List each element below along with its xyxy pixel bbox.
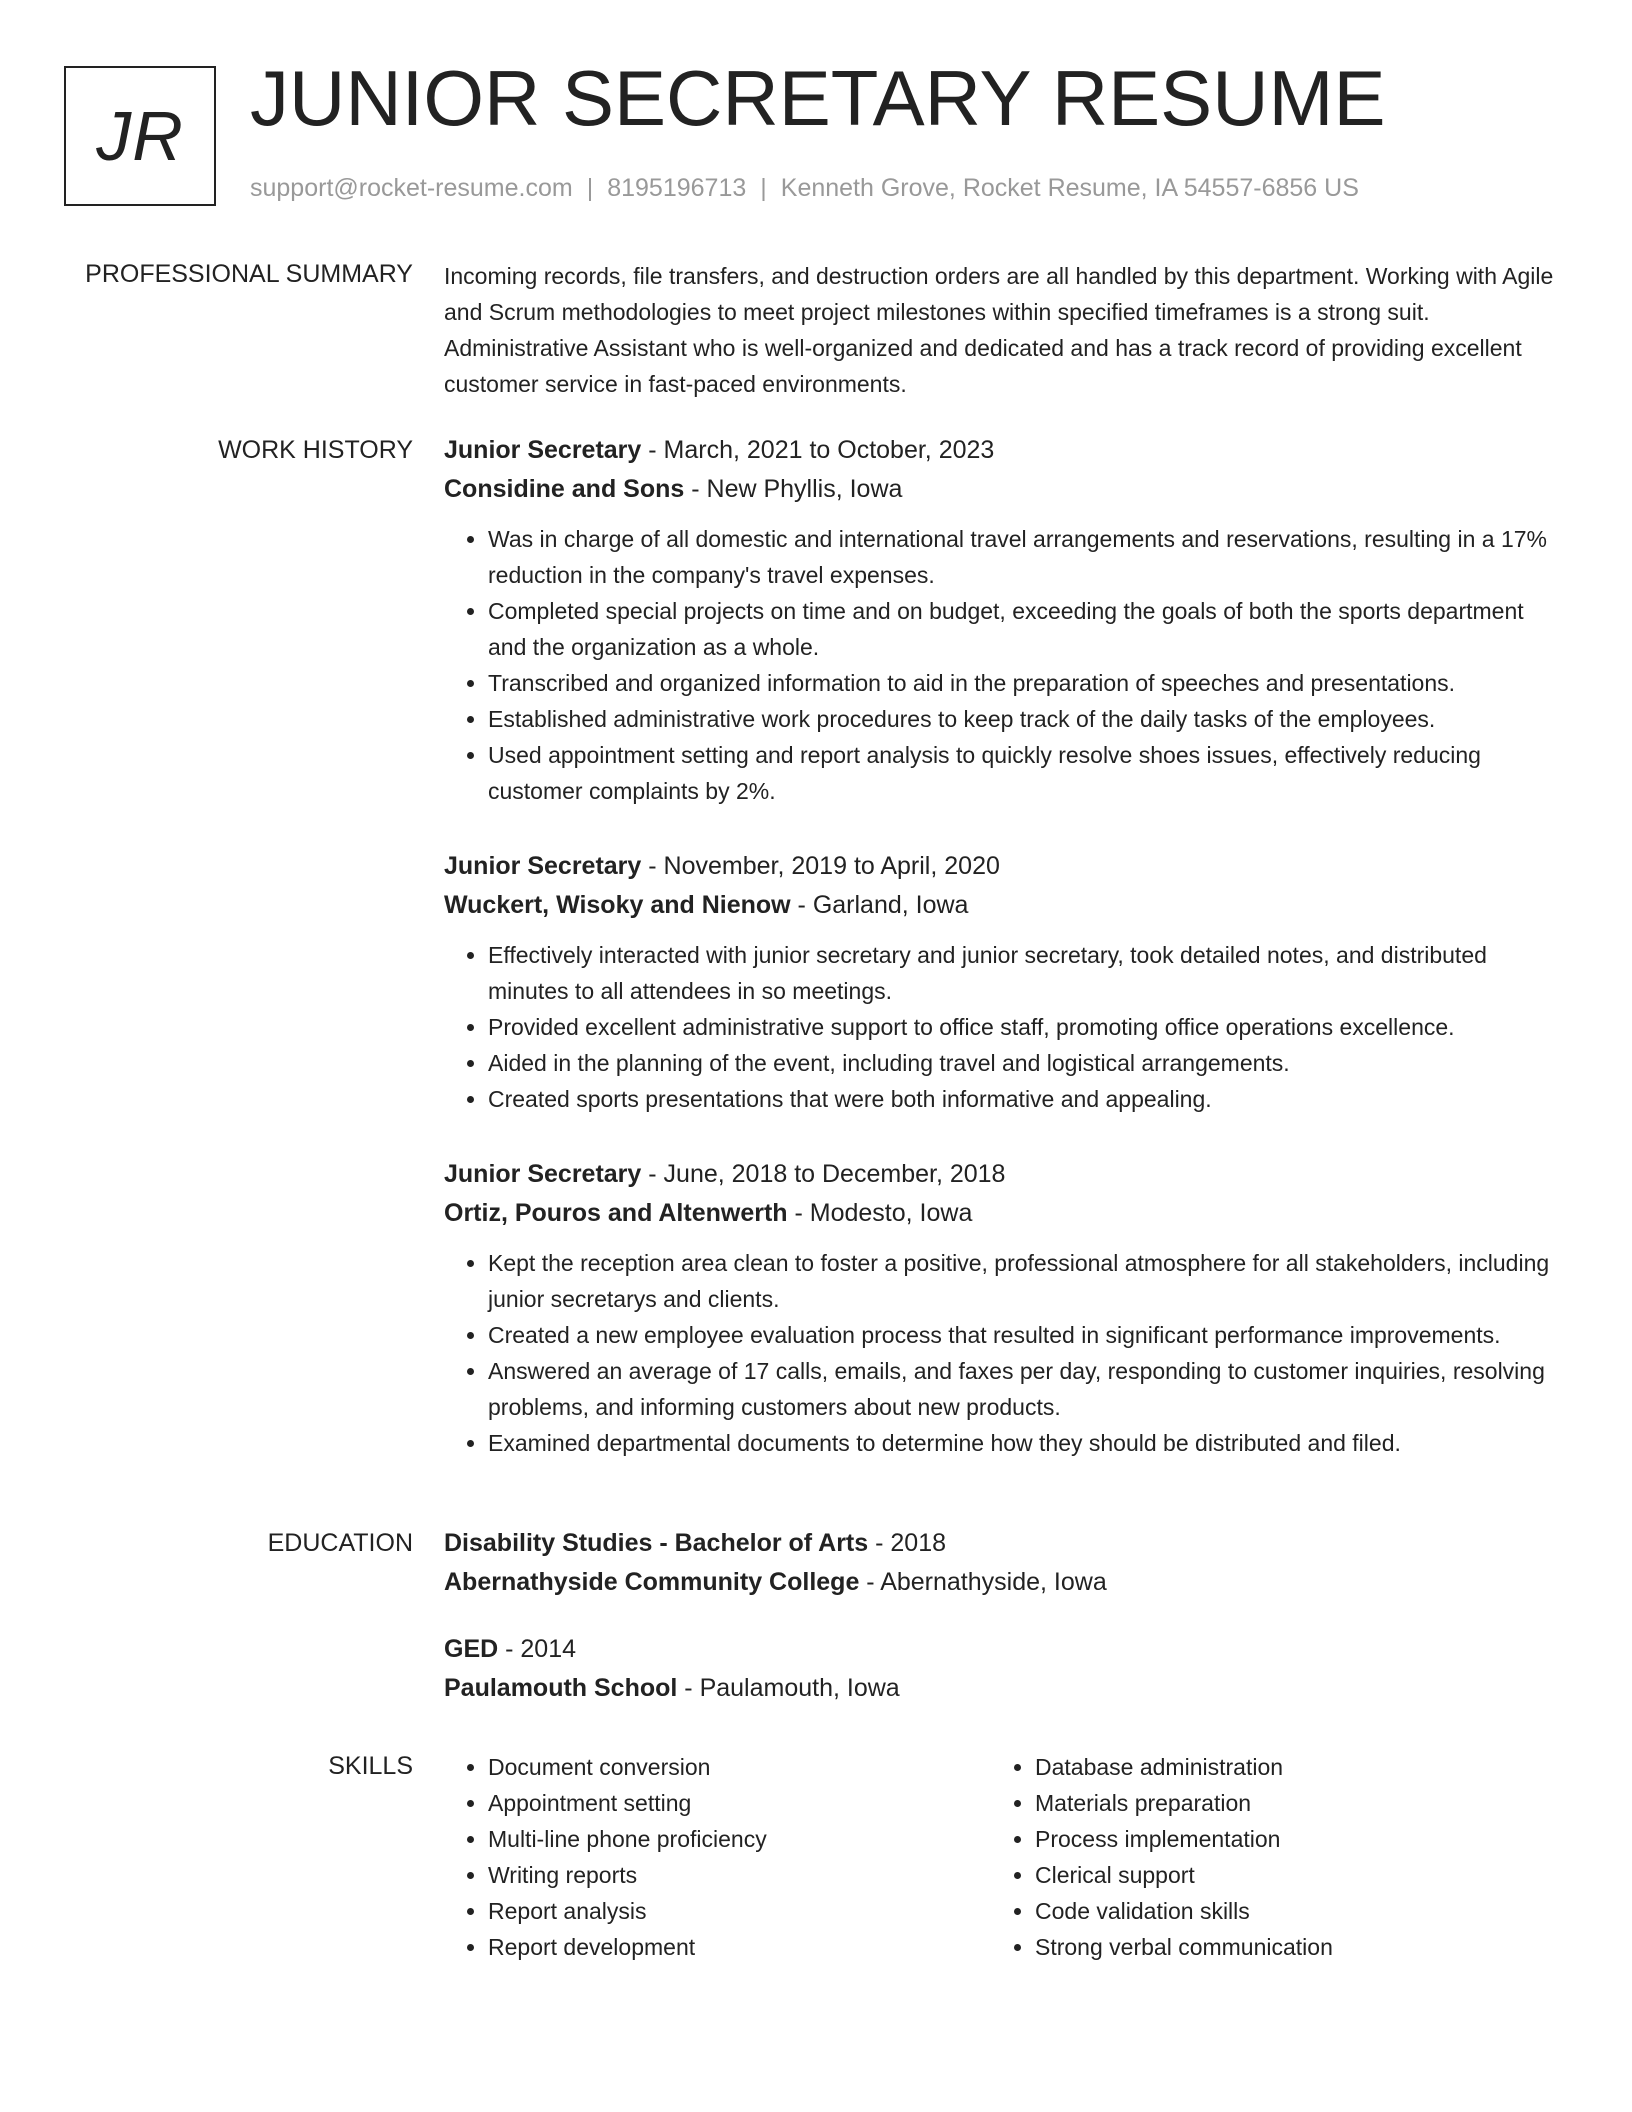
job-bullet: • Examined departmental documents to determine how they should be distributed and filed. [488,1425,1554,1461]
job-entry [444,1155,1554,1461]
job-bullet: • Answered an average of 17 calls, emails, and faxes per day, responding to customer inquiries, resolving problems, and informing customers about new products. [488,1353,1554,1425]
resume-title: JUNIOR SECRETARY RESUME [250,54,1386,142]
skill-item: • Multi-line phone proficiency [488,1821,991,1857]
education-year: - 2018 [868,1529,947,1557]
skill-item: • Appointment setting [488,1785,991,1821]
skills-columns [444,1749,1554,1965]
job-title: Junior Secretary [444,1160,642,1188]
job-title: Junior Secretary [444,852,642,880]
contact-email[interactable]: support@rocket-resume.com [250,174,573,202]
skill-item: • Clerical support [1035,1857,1538,1893]
summary-section [444,258,1554,402]
skill-item: • Writing reports [488,1857,991,1893]
skills-heading: SKILLS [328,1752,413,1780]
job-bullet: • Was in charge of all domestic and international travel arrangements and reservations, resulting in a 17% reduction in the company's travel expenses. [488,521,1554,593]
job-bullet: • Used appointment setting and report analysis to quickly resolve shoes issues, effectively reducing customer complaints by 2%. [488,737,1554,809]
job-title-line [444,431,1554,470]
education-heading: EDUCATION [267,1529,413,1557]
job-location: - New Phyllis, Iowa [684,475,903,503]
contact-phone[interactable]: 8195196713 [607,174,747,202]
education-location: - Abernathyside, Iowa [859,1568,1107,1596]
job-title-line [444,1155,1554,1194]
education-section [444,1524,1554,1736]
education-school: Paulamouth School [444,1674,678,1702]
education-degree: GED [444,1635,499,1663]
skill-item: • Report analysis [488,1893,991,1929]
job-company: Considine and Sons [444,475,685,503]
education-school-line [444,1669,1554,1708]
skill-item: • Database administration [1035,1749,1538,1785]
job-entry [444,847,1554,1117]
education-school: Abernathyside Community College [444,1568,860,1596]
job-bullet: • Provided excellent administrative support to office staff, promoting office operations excellence. [488,1009,1554,1045]
education-school-line [444,1563,1554,1602]
work-history-heading: WORK HISTORY [218,436,413,464]
job-company-line [444,1194,1554,1233]
job-bullets [444,521,1554,809]
skill-item: • Code validation skills [1035,1893,1538,1929]
job-entry [444,431,1554,809]
contact-address: Kenneth Grove, Rocket Resume, IA 54557-6856 US [780,174,1359,202]
skill-item: • Report development [488,1929,991,1965]
education-degree-line [444,1524,1554,1563]
education-degree: Disability Studies - Bachelor of Arts [444,1529,869,1557]
job-bullet: • Transcribed and organized information to aid in the preparation of speeches and presentations. [488,665,1554,701]
job-bullets [444,1245,1554,1461]
job-bullet: • Aided in the planning of the event, including travel and logistical arrangements. [488,1045,1554,1081]
job-company-line [444,886,1554,925]
skills-list-right [991,1749,1538,1965]
job-location: - Garland, Iowa [790,891,969,919]
skills-section [444,1749,1554,1965]
work-history-section [444,431,1554,1499]
job-bullet: • Established administrative work procedures to keep track of the daily tasks of the employees. [488,701,1554,737]
summary-heading: PROFESSIONAL SUMMARY [85,260,413,288]
education-entry [444,1524,1554,1602]
job-company-line [444,470,1554,509]
contact-separator: | [586,174,594,202]
job-bullet: • Effectively interacted with junior secretary and junior secretary, took detailed notes, and distributed minutes to all attendees in so meetings. [488,937,1554,1009]
contact-line [250,174,1359,203]
skill-item: • Strong verbal communication [1035,1929,1538,1965]
job-bullet: • Created sports presentations that were both informative and appealing. [488,1081,1554,1117]
contact-separator: | [760,174,767,202]
job-company: Wuckert, Wisoky and Nienow [444,891,791,919]
job-company: Ortiz, Pouros and Altenwerth [444,1199,788,1227]
skills-list-left [444,1749,991,1965]
job-title: Junior Secretary [444,436,642,464]
education-location: - Paulamouth, Iowa [677,1674,900,1702]
job-title-line [444,847,1554,886]
skill-item: • Process implementation [1035,1821,1538,1857]
monogram-logo [64,66,216,206]
job-bullets [444,937,1554,1117]
job-dates: - June, 2018 to December, 2018 [641,1160,1006,1188]
education-year: - 2014 [498,1635,577,1663]
summary-text: Incoming records, file transfers, and destruction orders are all handled by this department. Working with Agile and Scrum methodologies to meet project milestones within specified timeframes is a strong suit. Administrative Assistant who is well-organized and dedicated and has a track record of providing excellent customer service in fast-paced environments. [444,263,1554,397]
job-bullet: • Kept the reception area clean to foster a positive, professional atmosphere for all stakeholders, including junior secretarys and clients. [488,1245,1554,1317]
job-bullet: • Created a new employee evaluation process that resulted in significant performance improvements. [488,1317,1554,1353]
job-dates: - November, 2019 to April, 2020 [641,852,1000,880]
job-location: - Modesto, Iowa [787,1199,973,1227]
skill-item: • Materials preparation [1035,1785,1538,1821]
skill-item: • Document conversion [488,1749,991,1785]
monogram-initials: JR [96,97,184,175]
education-entry [444,1630,1554,1708]
job-dates: - March, 2021 to October, 2023 [641,436,995,464]
job-bullet: • Completed special projects on time and on budget, exceeding the goals of both the sports department and the organization as a whole. [488,593,1554,665]
education-degree-line [444,1630,1554,1669]
